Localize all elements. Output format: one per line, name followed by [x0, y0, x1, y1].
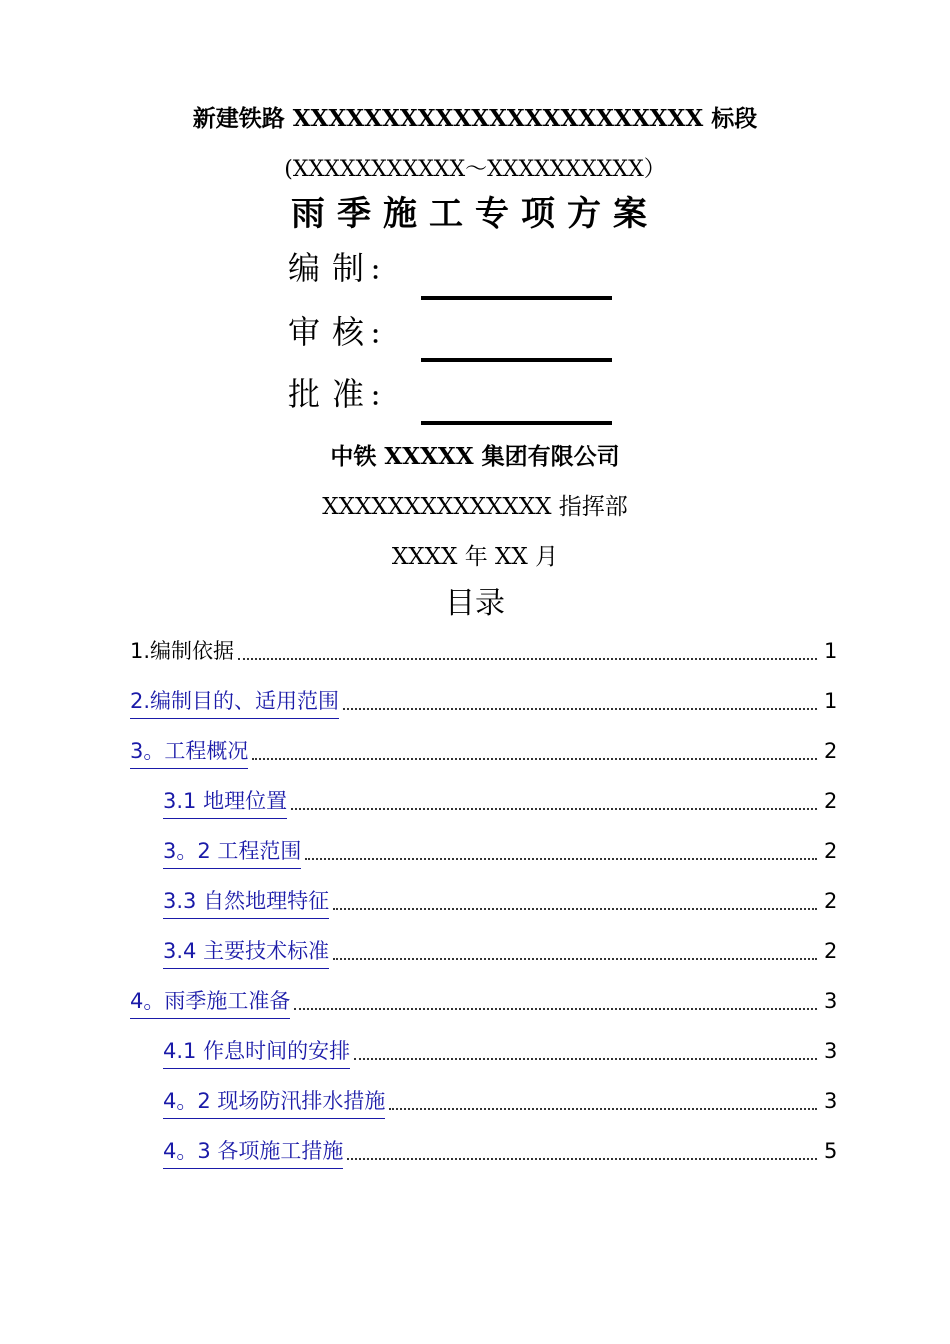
toc-entry-link[interactable]: 3.1 地理位置: [163, 786, 287, 819]
toc-entry-label: 1.编制依据: [130, 639, 235, 663]
toc-entry[interactable]: [0, 1036, 950, 1070]
toc-page-number: 5: [824, 1139, 838, 1163]
toc-dot-leader: [238, 658, 817, 660]
reviewed-by-label: 审核: [288, 313, 377, 351]
toc-entry-link[interactable]: 3.3 自然地理特征: [163, 886, 329, 919]
approved-by-label: 批准: [288, 375, 377, 413]
reviewed-by-colon: ：: [370, 320, 395, 349]
project-line: 新建铁路 XXXXXXXXXXXXXXXXXXXXXXX 标段: [192, 105, 758, 132]
toc-page-number: 3: [824, 989, 838, 1013]
reviewed-by-signature-line: [421, 358, 612, 362]
toc-entry-link[interactable]: 3。2 工程范围: [163, 836, 301, 869]
toc-entry-link[interactable]: 4。3 各项施工措施: [163, 1136, 343, 1169]
toc-dot-leader: [252, 758, 817, 760]
company-name: 中铁 XXXXX 集团有限公司: [330, 443, 620, 470]
toc-entry[interactable]: [0, 886, 950, 920]
prepared-by-colon: ：: [370, 256, 395, 285]
toc-dot-leader: [343, 708, 817, 710]
toc-page-number: 2: [824, 789, 838, 813]
toc-entry-link[interactable]: 4.1 作息时间的安排: [163, 1036, 350, 1069]
toc-page-number: 2: [824, 889, 838, 913]
toc-dot-leader: [294, 1008, 817, 1010]
toc-page-number: 2: [824, 939, 838, 963]
toc-entry[interactable]: [0, 836, 950, 870]
prepared-by-field: [288, 243, 394, 289]
toc-dot-leader: [333, 958, 817, 960]
toc-entry-link[interactable]: 4。2 现场防汛排水措施: [163, 1086, 385, 1119]
department-name: XXXXXXXXXXXXXX 指挥部: [322, 494, 628, 520]
toc-page-number: 3: [824, 1089, 838, 1113]
document-date: XXXX 年 XX 月: [391, 544, 559, 570]
toc-page-number: 2: [824, 739, 838, 763]
toc-entry[interactable]: [0, 936, 950, 970]
prepared-by-label: 编制: [288, 249, 377, 287]
toc-title: 目录: [445, 586, 505, 621]
toc-dot-leader: [354, 1058, 817, 1060]
toc-dot-leader: [333, 908, 817, 910]
toc-entry-link[interactable]: 4。雨季施工准备: [130, 986, 290, 1019]
prepared-by-signature-line: [421, 296, 612, 300]
toc-entry[interactable]: [0, 736, 950, 770]
toc-entry[interactable]: [0, 786, 950, 820]
toc-entry[interactable]: [0, 986, 950, 1020]
range-line: (XXXXXXXXXXX～XXXXXXXXXX）: [284, 157, 666, 182]
toc-entry[interactable]: [0, 686, 950, 720]
document-title: 雨季施工专项方案: [291, 194, 659, 234]
toc-dot-leader: [305, 858, 817, 860]
toc-entry[interactable]: [0, 1086, 950, 1120]
toc-dot-leader: [347, 1158, 817, 1160]
approved-by-signature-line: [421, 421, 612, 425]
toc-page-number: 2: [824, 839, 838, 863]
approved-by-field: [288, 369, 394, 415]
toc-entry: [0, 636, 950, 670]
toc-page-number: 1: [824, 689, 838, 713]
toc-dot-leader: [291, 808, 817, 810]
approved-by-colon: ：: [370, 382, 395, 411]
toc-dot-leader: [389, 1108, 817, 1110]
toc-entry-link[interactable]: 3。工程概况: [130, 736, 248, 769]
toc-entry-link[interactable]: 2.编制目的、适用范围: [130, 686, 339, 719]
toc-entry-link[interactable]: 3.4 主要技术标准: [163, 936, 329, 969]
toc-page-number: 1: [824, 639, 838, 663]
toc-page-number: 3: [824, 1039, 838, 1063]
toc-entry[interactable]: [0, 1136, 950, 1170]
reviewed-by-field: [288, 307, 394, 353]
